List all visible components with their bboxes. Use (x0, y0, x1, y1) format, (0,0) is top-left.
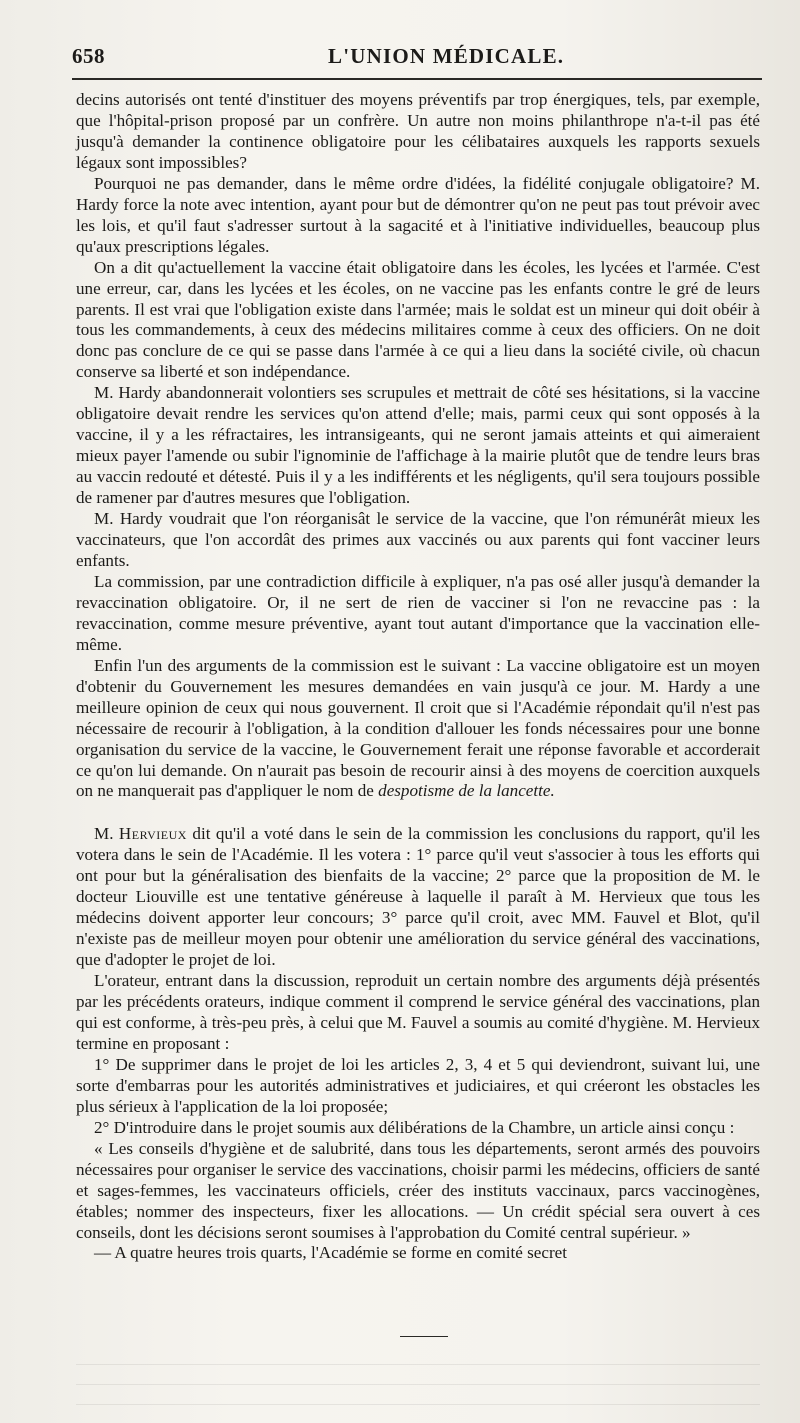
paragraph-continent-obligatoire: decins autorisés ont tenté d'instituer des moyens préventifs par trop énergiques, tels, par exemple, que l'hôpital-prison proposé par un confrère. Un autre non moins philanthrope n'a-t-il pas été jusqu'à demander la continence obligatoire pour les célibataires auxquels les rapports sexuels légaux sont impossibles? (76, 90, 760, 172)
speaker-name: Hervieux (118, 824, 187, 844)
paragraph-fidelite-conjugale: Pourquoi ne pas demander, dans le même ordre d'idées, la fidélité conjugale obligatoire? M. Hardy force la note avec intention, ayant pour but de démontrer qu'on ne peut pas tout prévoir avec les lois, et qu'il faut s'adresser surtout à la sagacité et à l'initiative individuelles, beaucoup plus qu'aux prescriptions légales. (76, 173, 760, 256)
hervieux-vote-text: dit qu'il a voté dans le sein de la commission les conclusions du rapport, qu'il les votera dans le sein de l'Académie. Il les votera : 1° parce qu'il veut s'associer à tous les efforts qui ont pour but la généralisation des bienfaits de la vaccine; 2° parce que la proposition de M. le docteur Liouville est une tentative généreuse à laquelle il paraît à M. Hervieux que tous les médecins doivent apporter leur concours; 3° parce qu'il croit, avec MM. Fauvel et Blot, qu'il n'existe pas de meilleur moyen pour obtenir une amélioration du service général des vaccinations, que d'adopter le projet de loi. (76, 824, 760, 970)
paragraph-arguments-text: Enfin l'un des arguments de la commission est le suivant : La vaccine obligatoire est un moyen d'obtenir du Gouvernement les mesures demandées en vain jusqu'à ce jour. M. Hardy a une meilleure opinion de ceux qui nous gouvernent. Il croit que si l'Académie répondait qu'il n'est pas nécessaire de recourir à l'obligation, à la condition d'allouer les fonds nécessaires pour une bonne organisation du service de la vaccine, le Gouvernement ferait une réponse favorable et accorderait ce qu'on lui demande. On n'aurait pas besoin de recourir ainsi à des moyens de coercition auxquels on ne manquerait pas d'appliquer le nom de (76, 655, 760, 801)
running-title: L'UNION MÉDICALE. (328, 44, 565, 68)
hervieux-lead: M. (94, 824, 114, 844)
paragraph-vaccine-ecoles-armee: On a dit qu'actuellement la vaccine était obligatoire dans les écoles, les lycées et l'armée. C'est une erreur, car, dans les lycées et les écoles, on ne vaccine pas les enfants contre le gré de leurs parents. Il est vrai que l'obligation existe dans l'armée; mais le soldat est un mineur qui doit obéir à tous les commandements, à ceux des médecins militaires comme à ceux des officiers. On ne doit donc pas conclure de ce qui se passe dans l'armée à ce qui a lieu dans la société civile, où chacun conserve sa liberté et son indépendance. (76, 257, 760, 382)
paragraph-proposal-1: 1° De supprimer dans le projet de loi les articles 2, 3, 4 et 5 qui deviendront, suivant lui, une sorte d'embarras pour les autorités administratives et judiciaires, et qui créeront les obstacles les plus sérieux à l'application de la loi proposée; (76, 1054, 760, 1116)
paragraph-comite-secret: — A quatre heures trois quarts, l'Académie se forme en comité secret (94, 1243, 567, 1263)
paragraph-hervieux-vote (76, 824, 760, 971)
article-body (76, 90, 760, 1264)
page-header (72, 44, 762, 74)
paragraph-orateur-discussion: L'orateur, entrant dans la discussion, reproduit un certain nombre des arguments déjà présentés par les précédents orateurs, indique comment il comprend le service général des vaccinations, plan qui est conforme, à très-peu près, à celui que M. Fauvel a soumis au comité d'hygiène. M. Hervieux termine en proposant : (76, 971, 760, 1053)
paragraph-commission-revaccination: La commission, par une contradiction difficile à expliquer, n'a pas osé aller jusqu'à demander la revaccination obligatoire. Or, il ne sert de rien de vacciner si l'on ne revaccine pas : la revaccination, comme mesure préventive, ayant tout autant d'importance que la vaccination elle-même. (76, 571, 760, 654)
paragraph-arguments-commission (76, 656, 760, 803)
paragraph-hardy-scrupules: M. Hardy abandonnerait volontiers ses scrupules et mettrait de côté ses hésitations, si la vaccine obligatoire devait rendre les services qu'on attend d'elle; mais, parmi ceux qui sont opposés à la vaccine, il y a les réfractaires, les intransigeants, qui ne seront jamais atteints et qui aimeraient mieux payer l'amende ou subir l'ignominie de l'affichage à la mairie plutôt que de tendre leurs bras au vaccin redouté et détesté. Puis il y a les indifférents et les négligents, qu'il sera toujours possible de ramener par d'autres mesures que l'obligation. (76, 383, 760, 508)
closing-rule (400, 1336, 448, 1337)
bleed-through-texture (76, 1345, 760, 1405)
paragraph-hardy-reorganisation: M. Hardy voudrait que l'on réorganisât le service de la vaccine, que l'on rémunérât mieux les vaccinateurs, que l'on accordât des primes aux vaccinés ou aux parents qui font vacciner leurs enfants. (76, 509, 760, 570)
page-number: 658 (72, 44, 105, 68)
header-rule (72, 78, 762, 80)
paragraph-proposal-2: 2° D'introduire dans le projet soumis aux délibérations de la Chambre, un article ainsi conçu : (94, 1117, 735, 1137)
despotisme-phrase: despotisme de la lancette. (378, 781, 555, 801)
paragraph-article-quote: « Les conseils d'hygiène et de salubrité, dans tous les départements, seront armés des pouvoirs nécessaires pour organiser le service des vaccinations, choisir parmi les médecins, officiers de santé et sages-femmes, les vaccinateurs officiels, créer des instituts vaccinaux, parcs vaccinogènes, étables; nommer des inspecteurs, fixer les allocations. — Un crédit spécial sera ouvert à ces conseils, dont les décisions seront soumises à l'approbation du Comité central supérieur. » (76, 1138, 760, 1242)
